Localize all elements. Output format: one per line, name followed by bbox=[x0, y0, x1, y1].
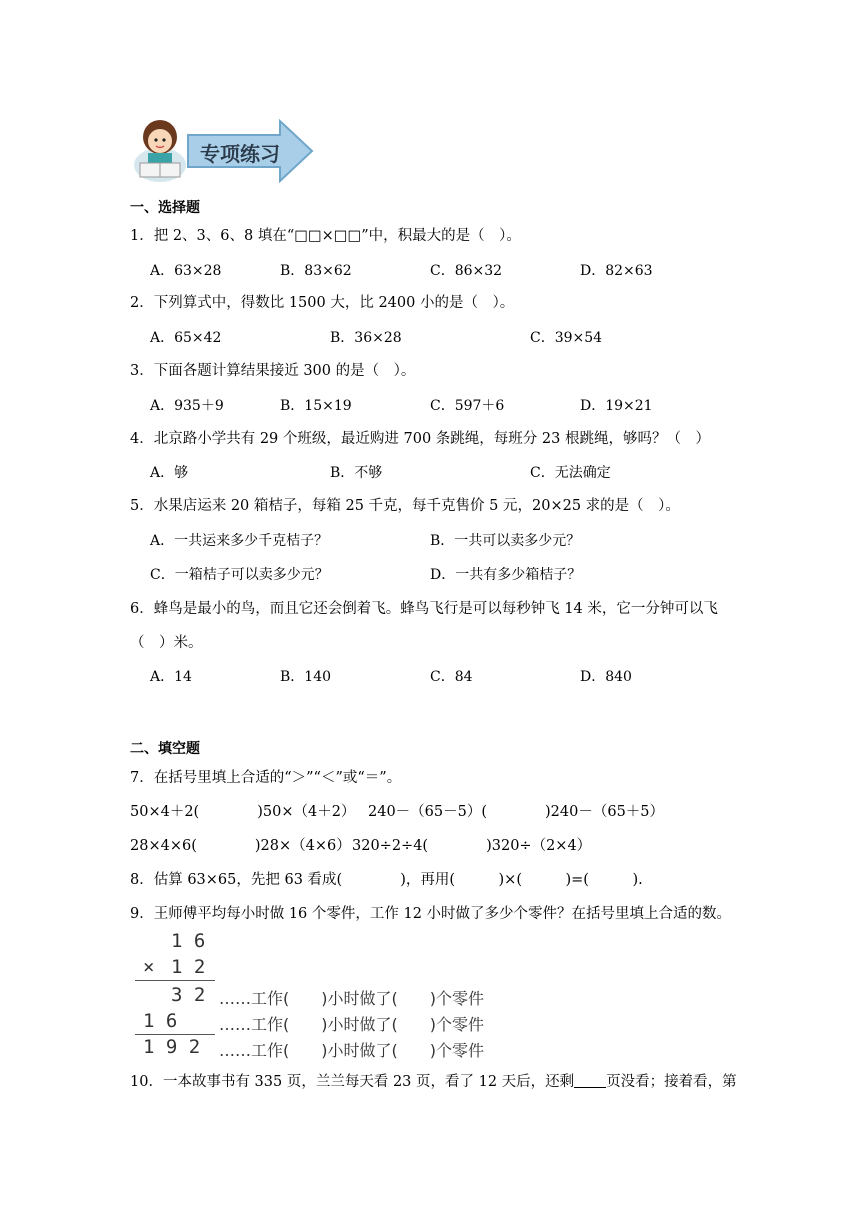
q1-option-a: A．63×28 bbox=[150, 263, 222, 279]
partial-product-2: 1 6 bbox=[143, 1010, 178, 1032]
section-title-choice: 一、选择题 bbox=[130, 200, 200, 216]
question-8: 8．估算 63×65，先把 63 看成( )，再用( )×( )=( ). bbox=[130, 872, 643, 888]
q7-row1-right: 240－（65－5）( )240－（65＋5） bbox=[368, 804, 665, 820]
question-4: 4．北京路小学共有 29 个班级，最近购进 700 条跳绳，每班分 23 根跳绳，够吗？（ ） bbox=[130, 431, 710, 447]
q6-option-a: A．14 bbox=[150, 669, 192, 685]
q6-option-b: B．140 bbox=[280, 669, 332, 685]
question-7: 7．在括号里填上合适的“＞”“＜”或“＝”。 bbox=[130, 770, 402, 786]
q4-option-c: C．无法确定 bbox=[530, 465, 611, 481]
q3-option-a: A．935＋9 bbox=[150, 398, 224, 414]
q7-row2-right: 320÷2÷4( )320÷（2×4） bbox=[352, 838, 592, 854]
question-10 bbox=[130, 1070, 737, 1091]
q5-option-c: C．一箱桔子可以卖多少元？ bbox=[150, 567, 329, 583]
note-1: ……工作( )小时做了( )个零件 bbox=[219, 989, 484, 1008]
q3-option-d: D．19×21 bbox=[580, 398, 653, 414]
q5-option-a: A．一共运来多少千克桔子？ bbox=[150, 533, 329, 549]
q2-option-b: B．36×28 bbox=[330, 330, 402, 346]
question-1: 1．把 2、3、6、8 填在“□□×□□”中，积最大的是（ ）。 bbox=[130, 228, 521, 244]
question-5: 5．水果店运来 20 箱桔子，每箱 25 千克，每千克售价 5 元，20×25 求的是（ ）。 bbox=[130, 498, 680, 514]
q4-option-b: B．不够 bbox=[330, 465, 383, 481]
q10-text-before: 10．一本故事书有 335 页，兰兰每天看 23 页，看了 12 天后，还剩 bbox=[130, 1074, 575, 1090]
q2-option-a: A．65×42 bbox=[150, 330, 222, 346]
q1-option-b: B．83×62 bbox=[280, 263, 352, 279]
q10-text-after: 页没看；接着看，第 bbox=[606, 1074, 737, 1090]
multiplicand: 1 6 bbox=[171, 930, 206, 952]
question-9: 9．王师傅平均每小时做 16 个零件，工作 12 小时做了多少个零件？在括号里填上合适的数。 bbox=[130, 906, 732, 922]
practice-banner bbox=[130, 113, 315, 183]
q5-option-b: B．一共可以卖多少元？ bbox=[430, 533, 581, 549]
q6-option-c: C．84 bbox=[430, 669, 473, 685]
question-3: 3．下面各题计算结果接近 300 的是（ ）。 bbox=[130, 363, 416, 379]
q4-option-a: A．够 bbox=[150, 465, 189, 481]
multiply-sign: × bbox=[143, 956, 155, 978]
section-title-fill: 二、填空题 bbox=[130, 741, 200, 757]
q3-option-c: C．597＋6 bbox=[430, 398, 505, 414]
multiplier: 1 2 bbox=[171, 956, 206, 978]
q2-option-c: C．39×54 bbox=[530, 330, 603, 346]
q5-option-d: D．一共有多少箱桔子？ bbox=[430, 567, 582, 583]
q7-row2-left: 28×4×6( )28×（4×6） bbox=[130, 838, 351, 854]
note-3: ……工作( )小时做了( )个零件 bbox=[219, 1041, 484, 1060]
q6-option-d: D．840 bbox=[580, 669, 632, 685]
partial-product-1: 3 2 bbox=[171, 984, 206, 1006]
product: 1 9 2 bbox=[143, 1036, 201, 1058]
vertical-multiplication bbox=[133, 930, 533, 1058]
q10-blank[interactable] bbox=[574, 1073, 606, 1088]
q1-option-d: D．82×63 bbox=[580, 263, 653, 279]
question-2: 2．下列算式中，得数比 1500 大，比 2400 小的是（ ）。 bbox=[130, 295, 515, 311]
q1-option-c: C．86×32 bbox=[430, 263, 503, 279]
q3-option-b: B．15×19 bbox=[280, 398, 352, 414]
banner-title: 专项练习 bbox=[200, 142, 280, 166]
question-6-line-2: （ ）米。 bbox=[130, 635, 203, 651]
question-6-line-1: 6．蜂鸟是最小的鸟，而且它还会倒着飞。蜂鸟飞行是可以每秒钟飞 14 米，它一分钟可以飞 bbox=[130, 601, 718, 617]
q7-row1-left: 50×4＋2( )50×（4＋2） bbox=[130, 804, 356, 820]
note-2: ……工作( )小时做了( )个零件 bbox=[219, 1015, 484, 1034]
